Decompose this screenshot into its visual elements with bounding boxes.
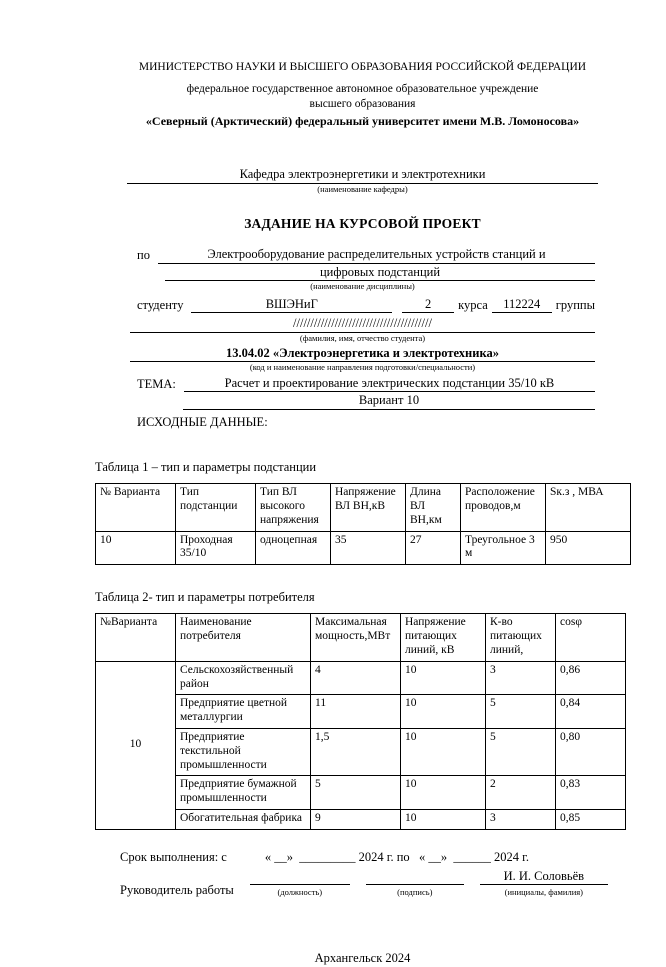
table1-data-row: [96, 531, 631, 565]
deadline-row: [95, 849, 630, 865]
table2-header-max-power: Максимальная мощность,МВт: [311, 614, 401, 661]
variant-field: Вариант 10: [183, 392, 595, 409]
discipline-field-line1: Электрооборудование распределительных устройств станций и: [158, 246, 595, 263]
table2-cell-power: 9: [311, 810, 401, 830]
student-row: [95, 296, 630, 313]
table2-header-row: [96, 614, 626, 661]
table-consumer-params: [95, 613, 626, 829]
student-institute-field: ВШЭНиГ: [191, 296, 392, 313]
table2-cell-voltage: 10: [401, 695, 486, 729]
table2-cell-cos: 0,86: [556, 661, 626, 695]
table1-header-substation-type: Тип подстанции: [176, 484, 256, 531]
supervisor-label: Руководитель работы: [120, 883, 234, 898]
deadline-label: Срок выполнения: с: [120, 849, 227, 864]
position-signature-block: [250, 868, 350, 898]
table2-cell-lines: 5: [486, 729, 556, 776]
deadline-blanks: « __» _________ 2024 г. по « __» ______ 2024 г.: [264, 849, 529, 864]
table1-header-length: Длина ВЛ ВН,км: [406, 484, 461, 531]
table2-header-lines-count: К-во питающих линий,: [486, 614, 556, 661]
table2-cell-voltage: 10: [401, 810, 486, 830]
group-number-field: 112224: [492, 296, 552, 313]
supervisor-row: [95, 868, 630, 898]
table2-cell-voltage: 10: [401, 661, 486, 695]
supervisor-name: И. И. Соловьёв: [480, 868, 608, 885]
table1-header-voltage: Напряжение ВЛ ВН,кВ: [331, 484, 406, 531]
table2-cell-power: 1,5: [311, 729, 401, 776]
discipline-prefix-label: по: [137, 248, 150, 263]
organization-line-2: высшего образования: [309, 97, 416, 110]
table2-cell-voltage: 10: [401, 729, 486, 776]
theme-row: [95, 375, 630, 392]
specialty-caption: (код и наименование направления подготовки/специальности): [249, 362, 476, 373]
theme-field: Расчет и проектирование электрических подстанции 35/10 кВ: [184, 375, 595, 392]
table2-row: [96, 810, 626, 830]
table-substation-params: [95, 483, 631, 565]
table2-caption: Таблица 2- тип и параметры потребителя: [95, 590, 315, 605]
table2-cell-cos: 0,80: [556, 729, 626, 776]
group-label: группы: [555, 298, 595, 313]
department-caption: (наименование кафедры): [317, 183, 408, 194]
table1-cell-line-type: одноцепная: [256, 531, 331, 565]
discipline-field-line2: цифровых подстанций: [165, 264, 595, 281]
table2-row: [96, 729, 626, 776]
table2-cell-cos: 0,83: [556, 776, 626, 810]
discipline-row: [95, 246, 630, 263]
document-title: ЗАДАНИЕ НА КУРСОВОЙ ПРОЕКТ: [244, 215, 481, 231]
department-name: Кафедра электроэнергетики и электротехники: [127, 166, 598, 183]
table2-variant-cell: 10: [96, 661, 176, 829]
table2-cell-consumer: Предприятие бумажной промышленности: [176, 776, 311, 810]
table2-row: [96, 776, 626, 810]
table1-header-skz: Sк.з , МВА: [546, 484, 631, 531]
signature-blank-line: [366, 868, 464, 885]
course-number-field: 2: [402, 296, 454, 313]
supervisor-name-caption: (инициалы, фамилия): [504, 887, 584, 898]
ministry-line: МИНИСТЕРСТВО НАУКИ И ВЫСШЕГО ОБРАЗОВАНИЯ РОССИЙСКОЙ ФЕДЕРАЦИИ: [138, 61, 587, 73]
table2-row: [96, 695, 626, 729]
table2-cell-lines: 5: [486, 695, 556, 729]
table1-cell-variant: 10: [96, 531, 176, 565]
table2-cell-consumer: Предприятие текстильной промышленности: [176, 729, 311, 776]
table1-cell-voltage: 35: [331, 531, 406, 565]
table2-cell-power: 4: [311, 661, 401, 695]
table2-row: [96, 661, 626, 695]
initial-data-label: ИСХОДНЫЕ ДАННЫЕ:: [137, 414, 268, 429]
supervisor-name-block: [480, 868, 608, 898]
table2-cell-power: 11: [311, 695, 401, 729]
table2-cell-cos: 0,85: [556, 810, 626, 830]
student-label: студенту: [137, 298, 184, 313]
table1-header-row: [96, 484, 631, 531]
theme-label: ТЕМА:: [137, 377, 176, 392]
table1-cell-substation-type: Проходная 35/10: [176, 531, 256, 565]
table2-cell-lines: 3: [486, 810, 556, 830]
table2-cell-consumer: Обогатительная фабрика: [176, 810, 311, 830]
course-label: курса: [458, 298, 488, 313]
table2-header-voltage: Напряжение питающих линий, кВ: [401, 614, 486, 661]
table1-cell-skz: 950: [546, 531, 631, 565]
table2-cell-cos: 0,84: [556, 695, 626, 729]
table2-cell-power: 5: [311, 776, 401, 810]
table2-header-cos-phi: cosφ: [556, 614, 626, 661]
signature-caption: (подпись): [397, 887, 433, 898]
city-year-line: Архангельск 2024: [314, 951, 411, 966]
table1-header-wire-layout: Расположение проводов,м: [461, 484, 546, 531]
table2-cell-lines: 2: [486, 776, 556, 810]
position-blank-line: [250, 868, 350, 885]
student-name-field: ////////////////////////////////////////: [130, 315, 595, 332]
table2-header-variant: №Варианта: [96, 614, 176, 661]
table1-caption: Таблица 1 – тип и параметры подстанции: [95, 459, 317, 474]
table2-cell-voltage: 10: [401, 776, 486, 810]
table1-header-line-type: Тип ВЛ высокого напряжения: [256, 484, 331, 531]
signature-block: [366, 868, 464, 898]
table2-cell-lines: 3: [486, 661, 556, 695]
student-name-caption: (фамилия, имя, отчество студента): [299, 332, 426, 343]
table2-cell-consumer: Предприятие цветной металлургии: [176, 695, 311, 729]
discipline-caption: (наименование дисциплины): [310, 280, 415, 291]
university-name: «Северный (Арктический) федеральный университет имени М.В. Ломоносова»: [145, 113, 580, 128]
table2-cell-consumer: Сельскохозяйственный район: [176, 661, 311, 695]
specialty-field: 13.04.02 «Электроэнергетика и электротехника»: [130, 345, 595, 362]
table1-cell-wire-layout: Треугольное 3 м: [461, 531, 546, 565]
table1-header-variant: № Варианта: [96, 484, 176, 531]
position-caption: (должность): [277, 887, 323, 898]
organization-line-1: федеральное государственное автономное образовательное учреждение: [186, 82, 539, 95]
table2-header-consumer: Наименование потребителя: [176, 614, 311, 661]
table1-cell-length: 27: [406, 531, 461, 565]
